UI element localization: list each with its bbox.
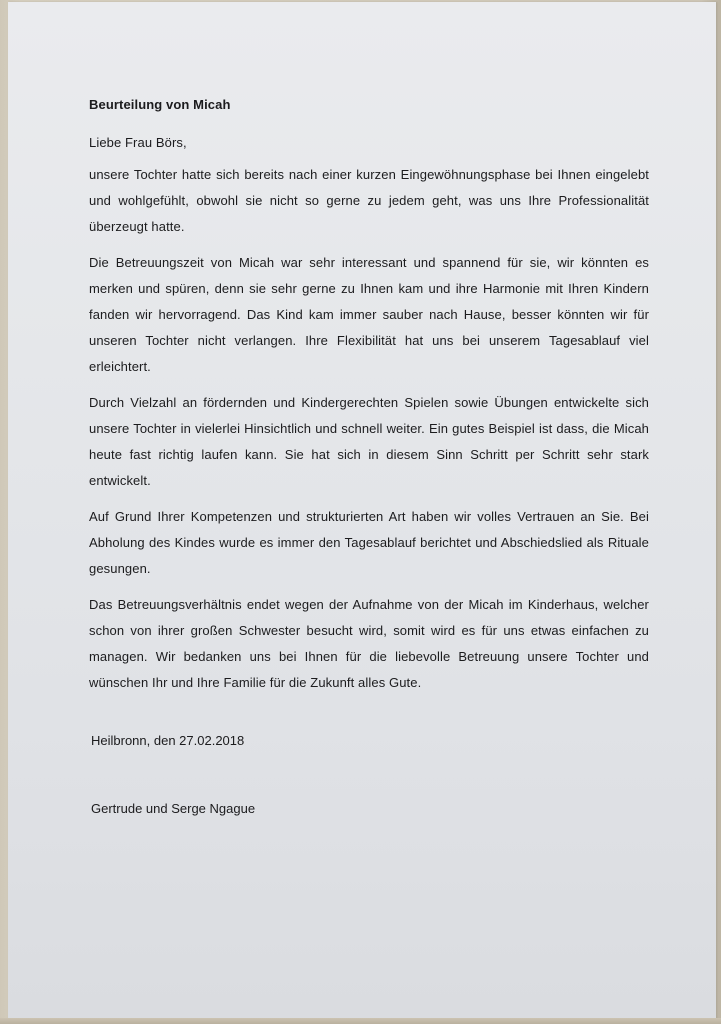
paragraph-development: Durch Vielzahl an fördernden und Kindergerechten Spielen sowie Übungen entwickelte sich unsere Tochter in vielerlei Hinsichtlich und schnell weiter. Ein gutes Beispiel ist dass, die Micah heute fast richtig laufen kann. Sie hat sich in diesem Sinn Schritt per Schritt sehr stark entwickelt. [89, 395, 649, 488]
letter-salutation: Liebe Frau Börs, [89, 135, 187, 150]
paragraph-closing: Das Betreuungsverhältnis endet wegen der Aufnahme von der Micah im Kinderhaus, welcher schon von ihrer großen Schwester besucht wird, somit wird es für uns etwas einfachen zu managen. Wir bedanken uns bei Ihnen für die liebevolle Betreuung unsere Tochter und wünschen Ihr und Ihre Familie für die Zukunft alles Gute. [89, 597, 649, 690]
paragraph-care-time: Die Betreuungszeit von Micah war sehr interessant und spannend für sie, wir könnten es merken und spüren, denn sie sehr gerne zu Ihnen kam und ihre Harmonie mit Ihren Kindern fanden wir hervorragend. Das Kind kam immer sauber nach Hause, besser könnten wir für unseren Tochter nicht verlangen. Ihre Flexibilität hat uns bei unserem Tagesablauf viel erleichtert. [89, 255, 649, 374]
letter-title: Beurteilung von Micah [89, 97, 231, 112]
signature-names: Gertrude und Serge Ngague [91, 801, 256, 816]
table-edge [0, 1018, 721, 1024]
place-and-date: Heilbronn, den 27.02.2018 [91, 733, 245, 748]
letter-body [89, 96, 649, 696]
paragraph-trust: Auf Grund Ihrer Kompetenzen und strukturierten Art haben wir volles Vertrauen an Sie. Bei Abholung des Kindes wurde es immer den Tagesablauf berichtet und Abschiedslied als Rituale gesungen. [89, 509, 649, 576]
paragraph-intro: unsere Tochter hatte sich bereits nach einer kurzen Eingewöhnungsphase bei Ihnen eingelebt und wohlgefühlt, obwohl sie nicht so gerne zu jedem geht, was uns Ihre Professionalität überzeugt hatte. [89, 167, 649, 234]
